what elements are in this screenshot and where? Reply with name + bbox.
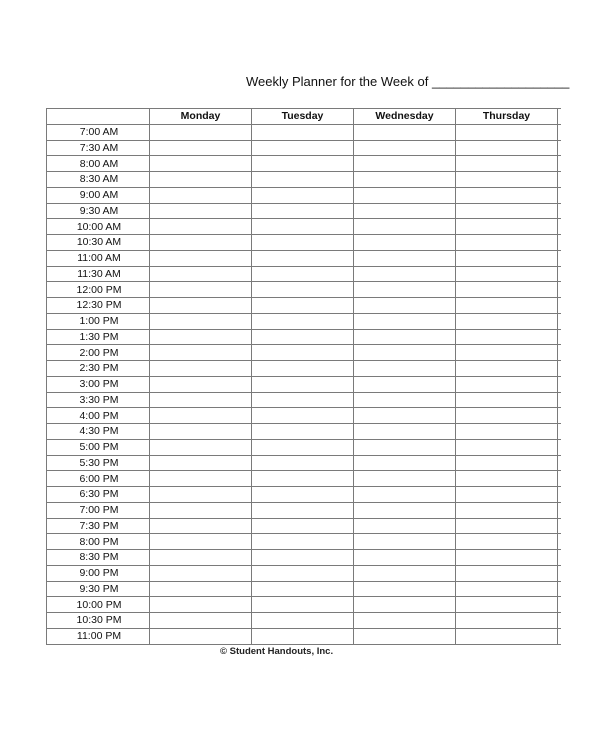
planner-cell-wednesday[interactable] <box>354 172 456 188</box>
time-slot-row <box>47 172 561 188</box>
planner-cell-monday[interactable] <box>150 266 252 282</box>
time-label: 6:30 PM <box>47 487 150 503</box>
planner-cell-thursday[interactable] <box>456 172 558 188</box>
time-slot-row <box>47 628 561 644</box>
planner-cell-monday[interactable] <box>150 203 252 219</box>
planner-cell-monday[interactable] <box>150 628 252 644</box>
planner-cell-tuesday[interactable] <box>252 345 354 361</box>
planner-cell-thursday[interactable] <box>456 203 558 219</box>
planner-cell-thursday[interactable] <box>456 597 558 613</box>
planner-cell-wednesday[interactable] <box>354 361 456 377</box>
planner-cell-thursday[interactable] <box>456 250 558 266</box>
time-slot-row <box>47 534 561 550</box>
planner-cell-tuesday[interactable] <box>252 597 354 613</box>
time-label: 1:30 PM <box>47 329 150 345</box>
cut-off-cell <box>558 266 561 282</box>
planner-cell-monday[interactable] <box>150 235 252 251</box>
cut-off-cell <box>558 581 561 597</box>
planner-cell-wednesday[interactable] <box>354 156 456 172</box>
planner-cell-monday[interactable] <box>150 455 252 471</box>
time-label: 10:30 PM <box>47 613 150 629</box>
column-header-tuesday: Tuesday <box>252 109 354 125</box>
planner-cell-wednesday[interactable] <box>354 455 456 471</box>
time-label: 9:30 AM <box>47 203 150 219</box>
planner-cell-tuesday[interactable] <box>252 156 354 172</box>
cut-off-cell <box>558 376 561 392</box>
planner-cell-monday[interactable] <box>150 345 252 361</box>
time-slot-row <box>47 376 561 392</box>
planner-cell-tuesday[interactable] <box>252 628 354 644</box>
planner-cell-monday[interactable] <box>150 581 252 597</box>
time-column-header <box>47 109 150 125</box>
planner-cell-monday[interactable] <box>150 282 252 298</box>
planner-cell-monday[interactable] <box>150 487 252 503</box>
planner-cell-tuesday[interactable] <box>252 298 354 314</box>
time-label: 11:00 AM <box>47 250 150 266</box>
planner-cell-monday[interactable] <box>150 534 252 550</box>
planner-cell-thursday[interactable] <box>456 565 558 581</box>
cut-off-cell <box>558 345 561 361</box>
time-label: 10:30 AM <box>47 235 150 251</box>
planner-cell-thursday[interactable] <box>456 345 558 361</box>
cut-off-cell <box>558 534 561 550</box>
time-slot-row <box>47 298 561 314</box>
time-slot-row <box>47 219 561 235</box>
planner-cell-wednesday[interactable] <box>354 219 456 235</box>
planner-cell-tuesday[interactable] <box>252 392 354 408</box>
planner-cell-tuesday[interactable] <box>252 613 354 629</box>
cut-off-cell <box>558 187 561 203</box>
planner-cell-monday[interactable] <box>150 439 252 455</box>
time-slot-row <box>47 408 561 424</box>
planner-cell-thursday[interactable] <box>456 156 558 172</box>
planner-cell-tuesday[interactable] <box>252 455 354 471</box>
planner-cell-wednesday[interactable] <box>354 187 456 203</box>
planner-cell-wednesday[interactable] <box>354 550 456 566</box>
planner-cell-wednesday[interactable] <box>354 424 456 440</box>
planner-cell-tuesday[interactable] <box>252 376 354 392</box>
planner-cell-wednesday[interactable] <box>354 471 456 487</box>
planner-cell-thursday[interactable] <box>456 235 558 251</box>
time-slot-row <box>47 203 561 219</box>
planner-cell-wednesday[interactable] <box>354 502 456 518</box>
cut-off-cell <box>558 439 561 455</box>
planner-cell-monday[interactable] <box>150 250 252 266</box>
planner-cell-thursday[interactable] <box>456 329 558 345</box>
planner-cell-thursday[interactable] <box>456 487 558 503</box>
time-label: 7:30 PM <box>47 518 150 534</box>
time-label: 8:00 AM <box>47 156 150 172</box>
planner-cell-wednesday[interactable] <box>354 203 456 219</box>
planner-cell-thursday[interactable] <box>456 628 558 644</box>
planner-cell-thursday[interactable] <box>456 424 558 440</box>
planner-cell-tuesday[interactable] <box>252 140 354 156</box>
cut-off-cell <box>558 298 561 314</box>
time-label: 2:30 PM <box>47 361 150 377</box>
time-slot-row <box>47 581 561 597</box>
planner-cell-wednesday[interactable] <box>354 235 456 251</box>
planner-cell-monday[interactable] <box>150 298 252 314</box>
planner-cell-tuesday[interactable] <box>252 235 354 251</box>
cut-off-cell <box>558 329 561 345</box>
planner-cell-thursday[interactable] <box>456 219 558 235</box>
planner-cell-thursday[interactable] <box>456 518 558 534</box>
planner-cell-wednesday[interactable] <box>354 345 456 361</box>
planner-cell-monday[interactable] <box>150 361 252 377</box>
cut-off-cell <box>558 313 561 329</box>
planner-cell-thursday[interactable] <box>456 471 558 487</box>
planner-cell-tuesday[interactable] <box>252 471 354 487</box>
time-slot-row <box>47 124 561 140</box>
planner-cell-wednesday[interactable] <box>354 487 456 503</box>
planner-cell-monday[interactable] <box>150 597 252 613</box>
cut-off-cell <box>558 156 561 172</box>
time-label: 11:00 PM <box>47 628 150 644</box>
planner-cell-thursday[interactable] <box>456 455 558 471</box>
planner-cell-thursday[interactable] <box>456 439 558 455</box>
time-slot-row <box>47 550 561 566</box>
planner-cell-wednesday[interactable] <box>354 439 456 455</box>
planner-cell-wednesday[interactable] <box>354 313 456 329</box>
planner-cell-monday[interactable] <box>150 124 252 140</box>
time-slot-row <box>47 329 561 345</box>
cut-off-cell <box>558 487 561 503</box>
time-slot-row <box>47 471 561 487</box>
planner-cell-tuesday[interactable] <box>252 250 354 266</box>
time-slot-row <box>47 187 561 203</box>
planner-cell-tuesday[interactable] <box>252 439 354 455</box>
planner-cell-wednesday[interactable] <box>354 140 456 156</box>
planner-cell-thursday[interactable] <box>456 298 558 314</box>
planner-cell-wednesday[interactable] <box>354 518 456 534</box>
planner-cell-monday[interactable] <box>150 565 252 581</box>
time-label: 12:30 PM <box>47 298 150 314</box>
time-slot-row <box>47 345 561 361</box>
planner-cell-wednesday[interactable] <box>354 628 456 644</box>
planner-cell-monday[interactable] <box>150 156 252 172</box>
time-slot-row <box>47 235 561 251</box>
planner-cell-tuesday[interactable] <box>252 361 354 377</box>
time-slot-row <box>47 266 561 282</box>
cut-off-cell <box>558 550 561 566</box>
cut-off-cell <box>558 424 561 440</box>
cut-off-cell <box>558 613 561 629</box>
planner-cell-thursday[interactable] <box>456 187 558 203</box>
planner-cell-wednesday[interactable] <box>354 298 456 314</box>
time-label: 7:00 PM <box>47 502 150 518</box>
cut-off-cell <box>558 471 561 487</box>
planner-cell-thursday[interactable] <box>456 534 558 550</box>
time-slot-row <box>47 502 561 518</box>
column-header-thursday: Thursday <box>456 109 558 125</box>
planner-cell-monday[interactable] <box>150 219 252 235</box>
planner-cell-tuesday[interactable] <box>252 282 354 298</box>
planner-cell-tuesday[interactable] <box>252 203 354 219</box>
page-title: Weekly Planner for the Week of ___________________ <box>246 74 570 89</box>
planner-cell-tuesday[interactable] <box>252 266 354 282</box>
time-slot-row <box>47 156 561 172</box>
time-label: 10:00 AM <box>47 219 150 235</box>
planner-cell-tuesday[interactable] <box>252 581 354 597</box>
planner-cell-monday[interactable] <box>150 313 252 329</box>
cut-off-cell <box>558 235 561 251</box>
planner-cell-monday[interactable] <box>150 518 252 534</box>
planner-cell-tuesday[interactable] <box>252 219 354 235</box>
time-label: 5:00 PM <box>47 439 150 455</box>
time-slot-row <box>47 518 561 534</box>
time-label: 11:30 AM <box>47 266 150 282</box>
planner-cell-monday[interactable] <box>150 424 252 440</box>
planner-cell-tuesday[interactable] <box>252 329 354 345</box>
planner-cell-thursday[interactable] <box>456 392 558 408</box>
time-slot-row <box>47 597 561 613</box>
time-label: 7:30 AM <box>47 140 150 156</box>
planner-cell-monday[interactable] <box>150 187 252 203</box>
time-label: 9:30 PM <box>47 581 150 597</box>
time-label: 3:30 PM <box>47 392 150 408</box>
planner-cell-monday[interactable] <box>150 329 252 345</box>
time-slot-row <box>47 313 561 329</box>
planner-cell-wednesday[interactable] <box>354 581 456 597</box>
cut-off-cell <box>558 408 561 424</box>
planner-cell-monday[interactable] <box>150 172 252 188</box>
copyright-footer: © Student Handouts, Inc. <box>220 646 334 657</box>
planner-cell-wednesday[interactable] <box>354 282 456 298</box>
planner-cell-monday[interactable] <box>150 471 252 487</box>
cut-off-cell <box>558 565 561 581</box>
time-slot-row <box>47 487 561 503</box>
planner-cell-thursday[interactable] <box>456 313 558 329</box>
planner-cell-thursday[interactable] <box>456 124 558 140</box>
cut-off-cell <box>558 124 561 140</box>
planner-cell-thursday[interactable] <box>456 550 558 566</box>
planner-cell-wednesday[interactable] <box>354 565 456 581</box>
cut-off-column-header <box>558 109 561 125</box>
time-slot-row <box>47 250 561 266</box>
time-label: 7:00 AM <box>47 124 150 140</box>
time-label: 10:00 PM <box>47 597 150 613</box>
planner-cell-thursday[interactable] <box>456 361 558 377</box>
cut-off-cell <box>558 282 561 298</box>
planner-cell-monday[interactable] <box>150 140 252 156</box>
planner-cell-wednesday[interactable] <box>354 408 456 424</box>
time-label: 5:30 PM <box>47 455 150 471</box>
planner-cell-tuesday[interactable] <box>252 487 354 503</box>
cut-off-cell <box>558 502 561 518</box>
planner-cell-wednesday[interactable] <box>354 376 456 392</box>
cut-off-cell <box>558 172 561 188</box>
cut-off-cell <box>558 203 561 219</box>
planner-cell-thursday[interactable] <box>456 408 558 424</box>
cut-off-cell <box>558 250 561 266</box>
column-header-wednesday: Wednesday <box>354 109 456 125</box>
planner-cell-thursday[interactable] <box>456 613 558 629</box>
time-slot-row <box>47 392 561 408</box>
planner-cell-wednesday[interactable] <box>354 597 456 613</box>
cut-off-cell <box>558 361 561 377</box>
planner-body <box>47 124 561 644</box>
planner-cell-tuesday[interactable] <box>252 550 354 566</box>
planner-cell-wednesday[interactable] <box>354 613 456 629</box>
cut-off-cell <box>558 219 561 235</box>
cut-off-cell <box>558 455 561 471</box>
planner-cell-thursday[interactable] <box>456 376 558 392</box>
time-label: 9:00 AM <box>47 187 150 203</box>
cut-off-cell <box>558 392 561 408</box>
planner-cell-tuesday[interactable] <box>252 408 354 424</box>
time-slot-row <box>47 565 561 581</box>
time-label: 3:00 PM <box>47 376 150 392</box>
time-slot-row <box>47 455 561 471</box>
time-label: 4:00 PM <box>47 408 150 424</box>
planner-cell-wednesday[interactable] <box>354 329 456 345</box>
planner-cell-thursday[interactable] <box>456 282 558 298</box>
planner-cell-thursday[interactable] <box>456 266 558 282</box>
cut-off-cell <box>558 628 561 644</box>
planner-cell-tuesday[interactable] <box>252 424 354 440</box>
time-label: 4:30 PM <box>47 424 150 440</box>
planner-cell-monday[interactable] <box>150 376 252 392</box>
planner-cell-tuesday[interactable] <box>252 124 354 140</box>
time-label: 2:00 PM <box>47 345 150 361</box>
planner-cell-wednesday[interactable] <box>354 124 456 140</box>
planner-cell-monday[interactable] <box>150 502 252 518</box>
planner-cell-thursday[interactable] <box>456 502 558 518</box>
time-slot-row <box>47 140 561 156</box>
planner-cell-tuesday[interactable] <box>252 172 354 188</box>
planner-cell-wednesday[interactable] <box>354 392 456 408</box>
time-label: 8:00 PM <box>47 534 150 550</box>
time-label: 8:30 PM <box>47 550 150 566</box>
cut-off-cell <box>558 597 561 613</box>
planner-cell-tuesday[interactable] <box>252 187 354 203</box>
planner-cell-monday[interactable] <box>150 392 252 408</box>
header-row <box>47 109 561 125</box>
planner-cell-wednesday[interactable] <box>354 534 456 550</box>
planner-cell-monday[interactable] <box>150 613 252 629</box>
time-slot-row <box>47 361 561 377</box>
planner-cell-tuesday[interactable] <box>252 534 354 550</box>
time-slot-row <box>47 439 561 455</box>
cut-off-cell <box>558 140 561 156</box>
time-slot-row <box>47 282 561 298</box>
weekly-planner-table <box>46 108 561 645</box>
planner-cell-monday[interactable] <box>150 408 252 424</box>
time-slot-row <box>47 424 561 440</box>
cut-off-cell <box>558 518 561 534</box>
time-label: 8:30 AM <box>47 172 150 188</box>
planner-cell-wednesday[interactable] <box>354 266 456 282</box>
planner-cell-tuesday[interactable] <box>252 313 354 329</box>
planner-cell-thursday[interactable] <box>456 581 558 597</box>
planner-cell-monday[interactable] <box>150 550 252 566</box>
planner-cell-tuesday[interactable] <box>252 518 354 534</box>
time-label: 12:00 PM <box>47 282 150 298</box>
column-header-monday: Monday <box>150 109 252 125</box>
time-label: 6:00 PM <box>47 471 150 487</box>
time-slot-row <box>47 613 561 629</box>
planner-cell-thursday[interactable] <box>456 140 558 156</box>
planner-cell-tuesday[interactable] <box>252 565 354 581</box>
time-label: 1:00 PM <box>47 313 150 329</box>
time-label: 9:00 PM <box>47 565 150 581</box>
planner-cell-wednesday[interactable] <box>354 250 456 266</box>
planner-cell-tuesday[interactable] <box>252 502 354 518</box>
